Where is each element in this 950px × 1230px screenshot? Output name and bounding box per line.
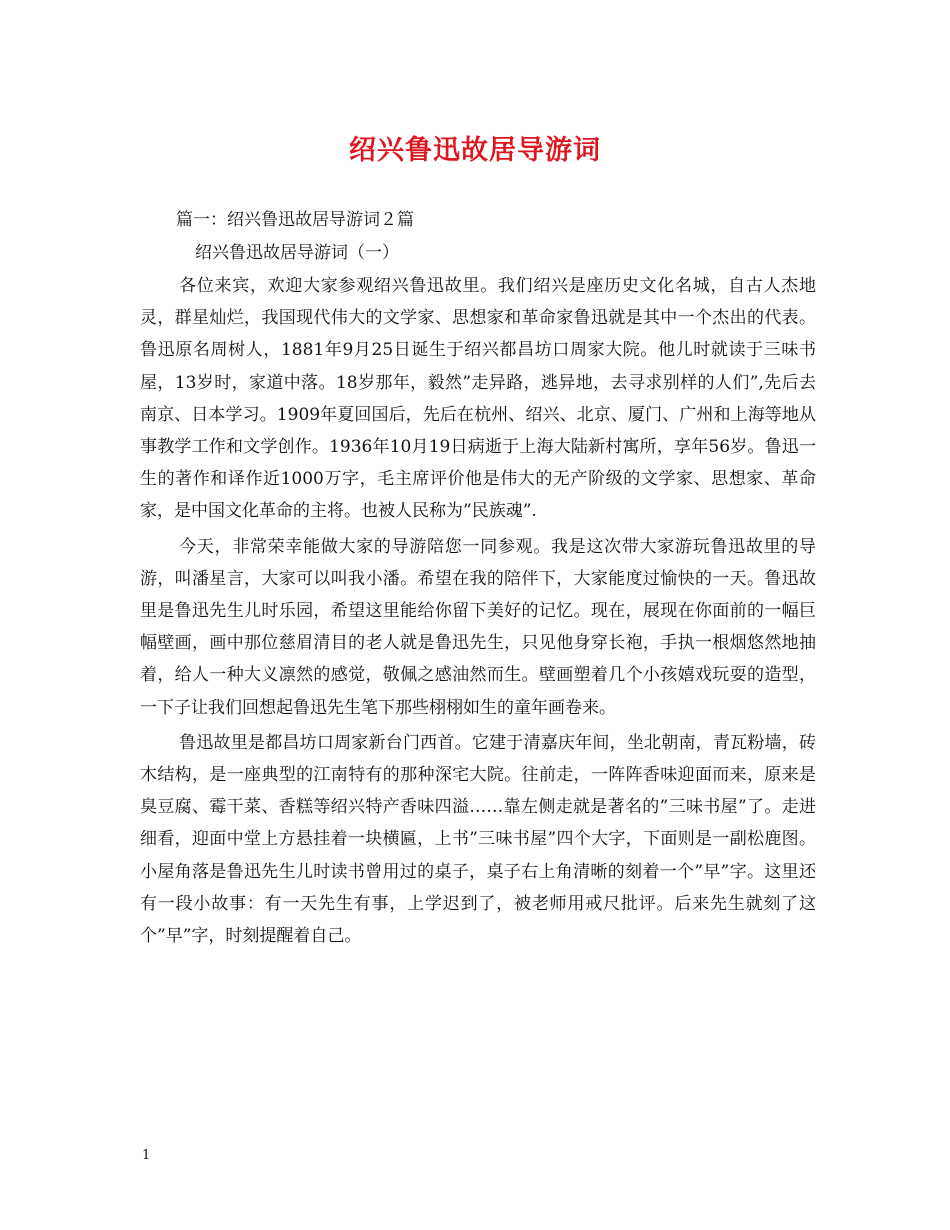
document-title: 绍兴鲁迅故居导游词 <box>349 135 601 166</box>
body-text <box>140 270 816 955</box>
paragraph-1: 各位来宾，欢迎大家参观绍兴鲁迅故里。我们绍兴是座历史文化名城，自古人杰地灵，群星灿烂，我国现代伟大的文学家、思想家和革命家鲁迅就是其中一个杰出的代表。鲁迅原名周树人，1881年9月25日诞生于绍兴都昌坊口周家大院。他儿时就读于三味书屋，13岁时，家道中落。18岁那年，毅然”走异路，逃异地，去寻求别样的人们”,先后去南京、日本学习。1909年夏回国后，先后在杭州、绍兴、北京、厦门、广州和上海等地从事教学工作和文学创作。1936年10月19日病逝于上海大陆新村寓所，享年56岁。鲁迅一生的著作和译作近1000万字，毛主席评价他是伟大的无产阶级的文学家、思想家、革命家，是中国文化革命的主将。也被人民称为”民族魂”. <box>140 276 816 522</box>
paragraph-3: 鲁迅故里是都昌坊口周家新台门西首。它建于清嘉庆年间，坐北朝南，青瓦粉墙，砖木结构，是一座典型的江南特有的那种深宅大院。往前走，一阵阵香味迎面而来，原来是臭豆腐、霉干菜、香糕等绍兴特产香味四溢……靠左侧走就是著名的”三味书屋”了。走进细看，迎面中堂上方悬挂着一块横匾，上书”三味书屋”四个大字，下面则是一副松鹿图。小屋角落是鲁迅先生儿时读书曾用过的桌子，桌子右上角清晰的刻着一个”早”字。这里还有一段小故事：有一天先生有事，上学迟到了，被老师用戒尺批评。后来先生就刻了这个”早”字，时刻提醒着自己。 <box>140 732 816 947</box>
page-number: 1 <box>142 1148 151 1163</box>
sub-heading: 绍兴鲁迅故居导游词（一） <box>195 243 399 263</box>
section-heading: 篇一：绍兴鲁迅故居导游词２篇 <box>176 210 414 230</box>
paragraph-2: 今天，非常荣幸能做大家的导游陪您一同参观。我是这次带大家游玩鲁迅故里的导游，叫潘星言，大家可以叫我小潘。希望在我的陪伴下，大家能度过愉快的一天。鲁迅故里是鲁迅先生儿时乐园，希望这里能给你留下美好的记忆。现在，展现在你面前的一幅巨幅壁画，画中那位慈眉清目的老人就是鲁迅先生，只见他身穿长袍，手执一根烟悠然地抽着，给人一种大义凛然的感觉，敬佩之感油然而生。壁画塑着几个小孩嬉戏玩耍的造型，一下子让我们回想起鲁迅先生笔下那些栩栩如生的童年画卷来。 <box>140 536 816 718</box>
